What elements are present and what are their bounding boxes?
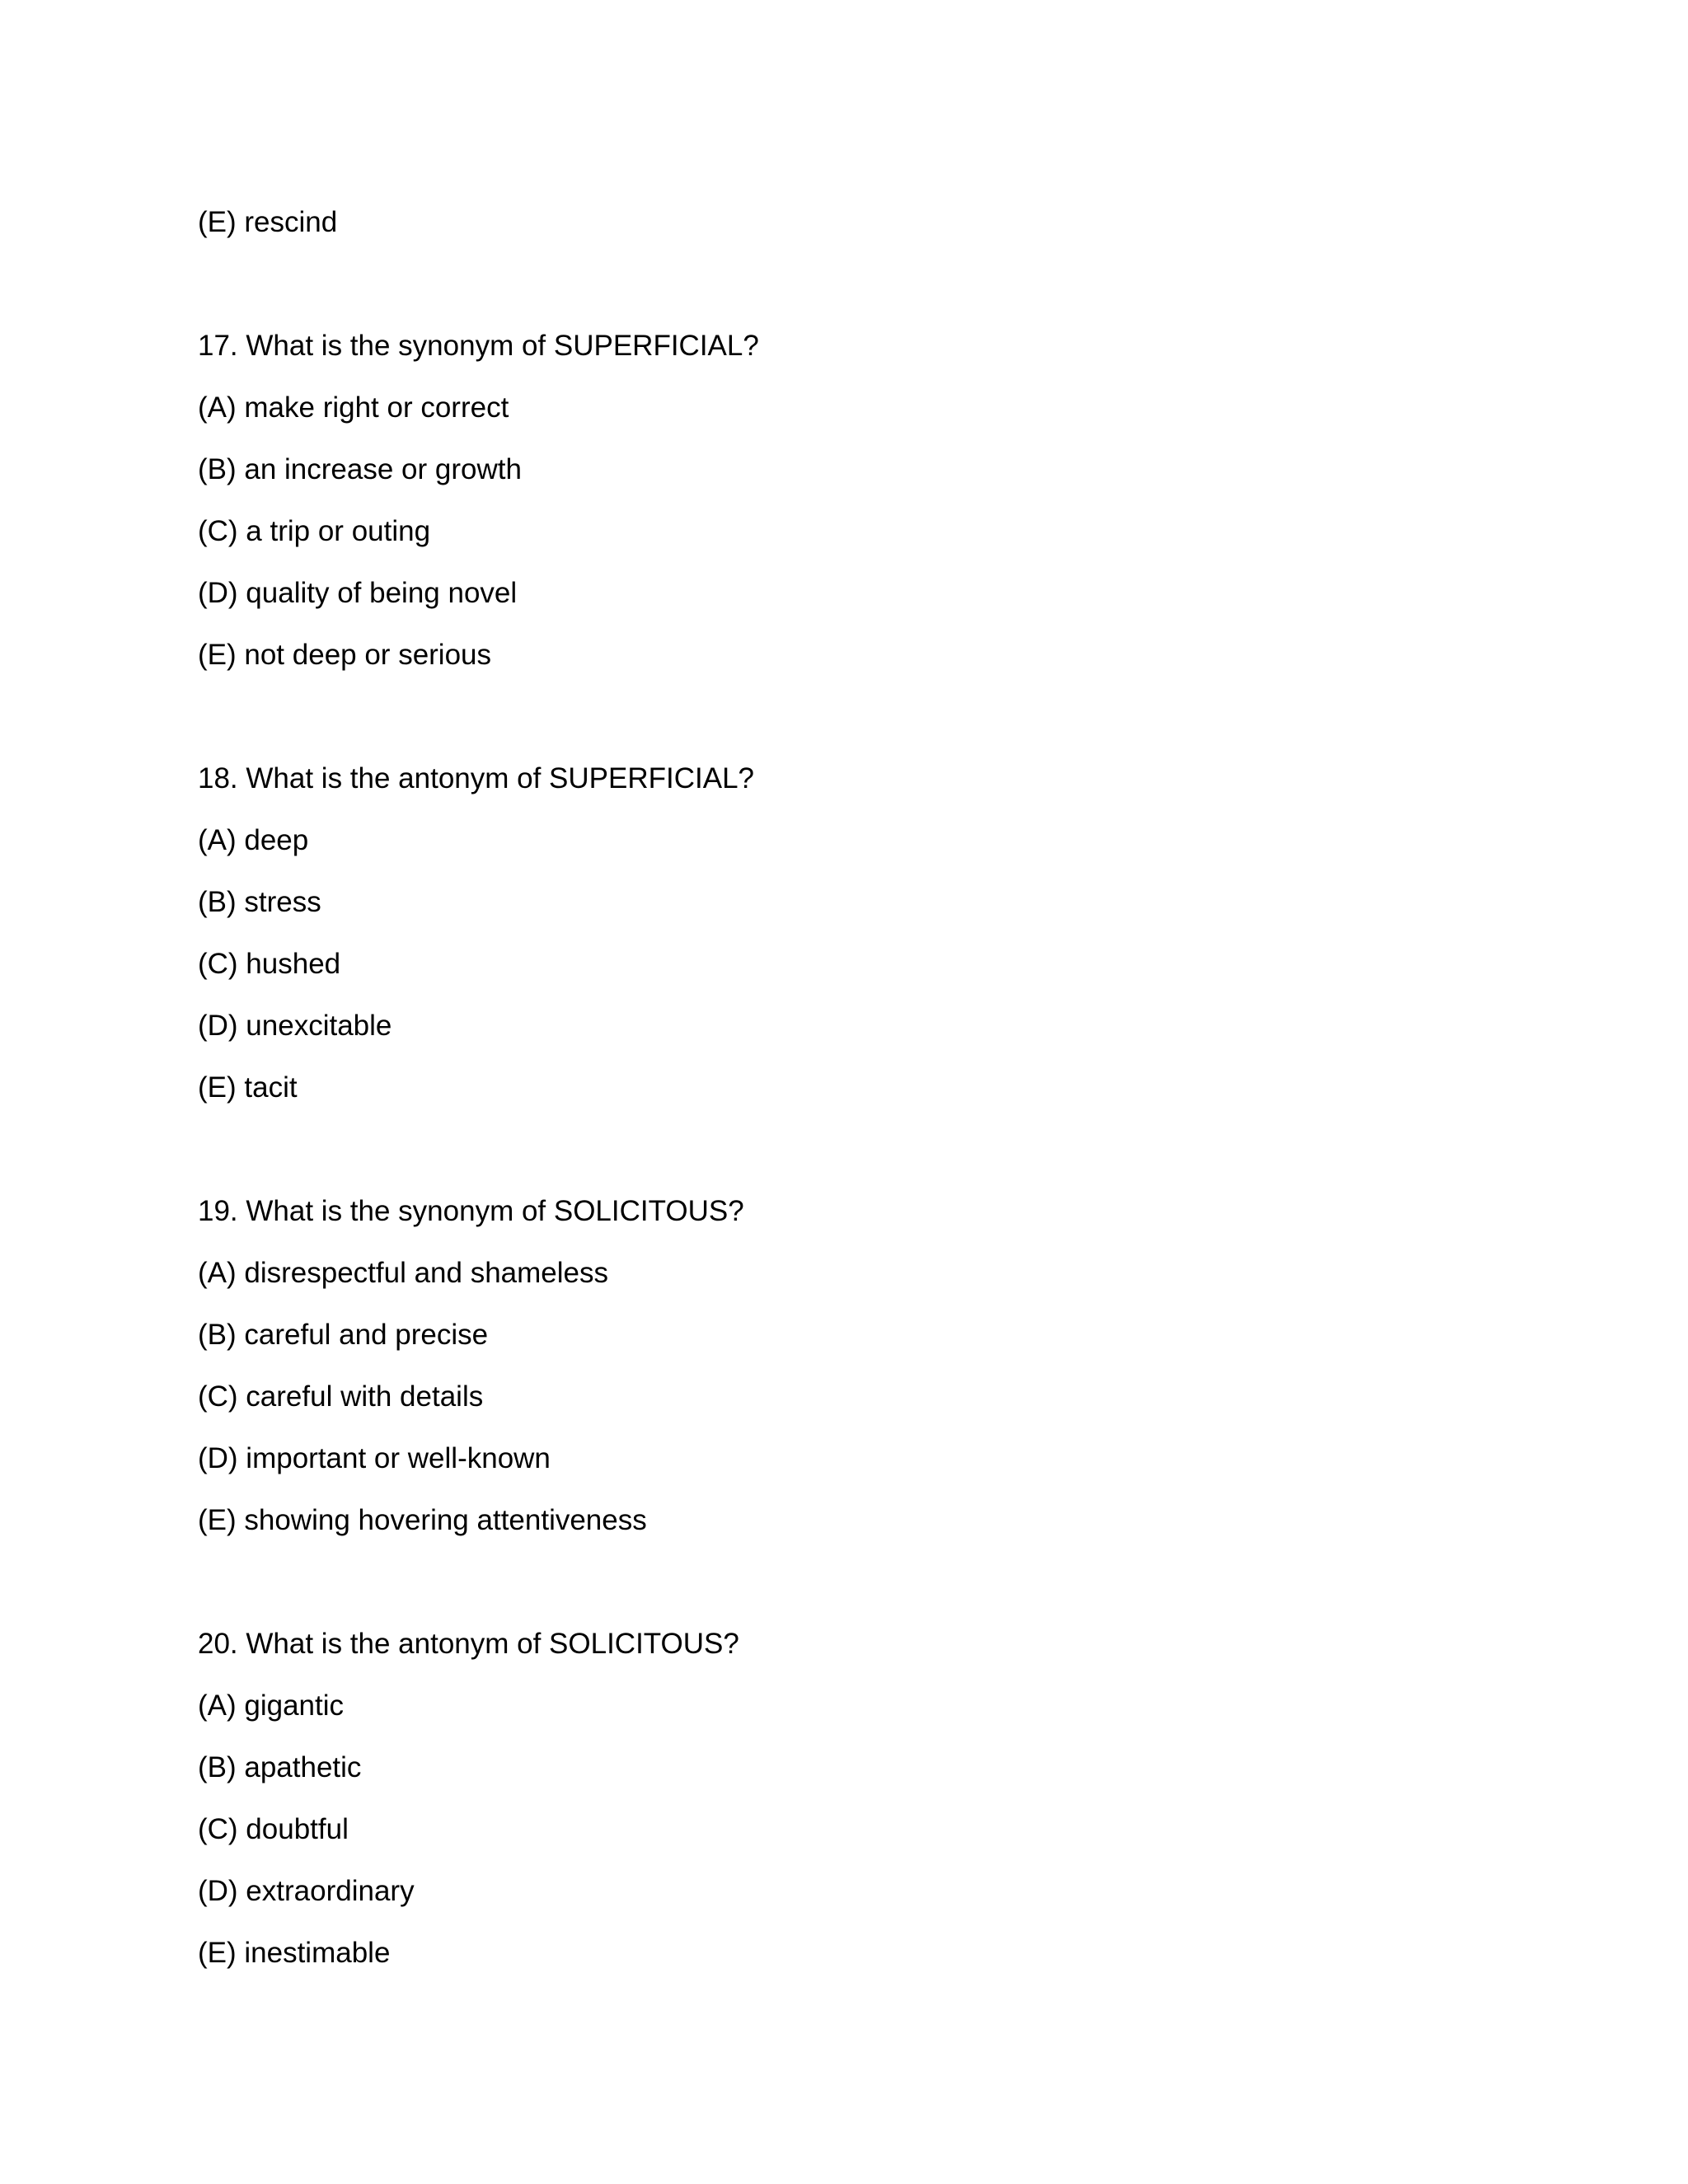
- question-18: [198, 748, 1484, 1118]
- option-d: (D) important or well-known: [198, 1442, 551, 1474]
- option-d: (D) unexcitable: [198, 1010, 392, 1042]
- option-d: (D) extraordinary: [198, 1875, 415, 1907]
- option-e: (E) inestimable: [198, 1937, 391, 1969]
- option-b: (B) careful and precise: [198, 1319, 489, 1351]
- question-prompt: 17. What is the synonym of SUPERFICIAL?: [198, 330, 759, 362]
- question-20: [198, 1613, 1484, 1984]
- option-e: (E) tacit: [198, 1071, 298, 1104]
- leading-option: (E) rescind: [198, 206, 338, 238]
- option-b: (B) stress: [198, 886, 321, 918]
- question-19: [198, 1180, 1484, 1551]
- option-b: (B) an increase or growth: [198, 453, 522, 485]
- document-content: [198, 191, 1484, 1984]
- question-17: [198, 315, 1484, 686]
- option-a: (A) make right or correct: [198, 391, 509, 424]
- option-a: (A) deep: [198, 824, 309, 856]
- question-prompt: 19. What is the synonym of SOLICITOUS?: [198, 1195, 744, 1227]
- option-c: (C) a trip or outing: [198, 515, 431, 547]
- option-a: (A) gigantic: [198, 1690, 345, 1722]
- option-c: (C) careful with details: [198, 1380, 484, 1413]
- option-c: (C) hushed: [198, 948, 341, 980]
- option-e: (E) showing hovering attentiveness: [198, 1504, 647, 1536]
- option-a: (A) disrespectful and shameless: [198, 1257, 608, 1289]
- question-prompt: 18. What is the antonym of SUPERFICIAL?: [198, 762, 755, 794]
- question-prompt: 20. What is the antonym of SOLICITOUS?: [198, 1628, 739, 1660]
- option-b: (B) apathetic: [198, 1751, 362, 1783]
- option-d: (D) quality of being novel: [198, 577, 518, 609]
- option-c: (C) doubtful: [198, 1813, 349, 1845]
- option-e: (E) not deep or serious: [198, 639, 492, 671]
